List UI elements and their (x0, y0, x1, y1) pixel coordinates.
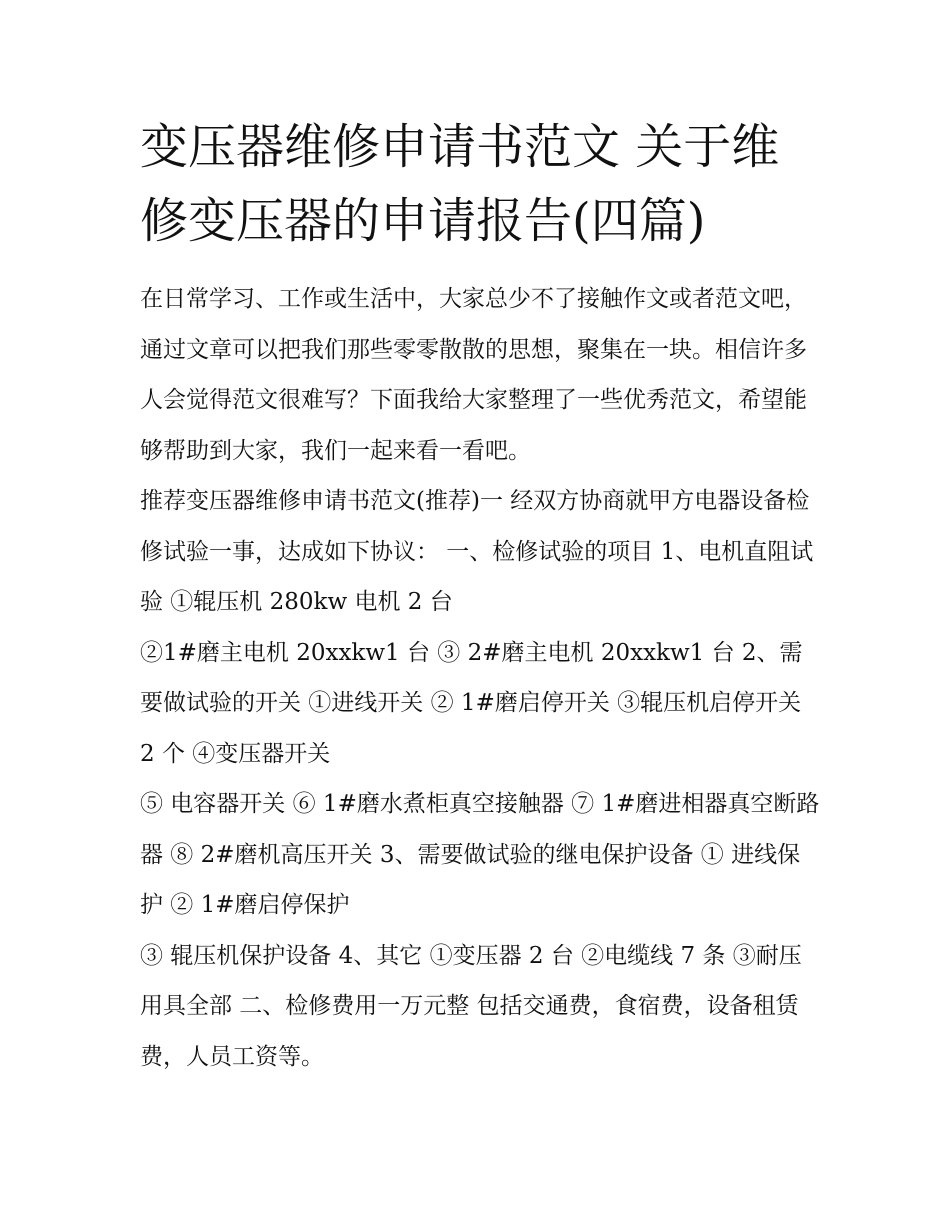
paragraph-other-costs: ③ 辊压机保护设备 4、其它 ①变压器 2 台 ②电缆线 7 条 ③耐压用具全部 二、检修费用一万元整 包括交通费，食宿费，设备租赁费，人员工资等。 (140, 942, 802, 1070)
document-title: 变压器维修申请书范文 关于维修变压器的申请报告(四篇) (140, 119, 780, 249)
paragraph-motor-switches: ②1#磨主电机 20xxkw1 台 ③ 2#磨主电机 20xxkw1 台 2、需要做试验的开关 ①进线开关 ② 1#磨启停开关 ③辊压机启停开关 2 个 ④变压器开关 (140, 639, 803, 767)
document-body (140, 274, 820, 1082)
paragraph-relay-protection: ⑤ 电容器开关 ⑥ 1#磨水煮柜真空接触器 ⑦ 1#磨进相器真空断路器 ⑧ 2#磨机高压开关 3、需要做试验的继电保护设备 ① 进线保护 ② 1#磨启停保护 (140, 791, 820, 918)
paragraph-agreement: 推荐变压器维修申请书范文(推荐)一 经双方协商就甲方电器设备检修试验一事，达成如下协议： 一、检修试验的项目 1、电机直阻试验 ①辊压机 280kw 电机 2 台 (140, 488, 814, 615)
paragraph-intro: 在日常学习、工作或生活中，大家总少不了接触作文或者范文吧，通过文章可以把我们那些零零散散的思想，聚集在一块。相信许多人会觉得范文很难写？下面我给大家整理了一些优秀范文，希望能够帮助到大家，我们一起来看一看吧。 (140, 286, 807, 464)
